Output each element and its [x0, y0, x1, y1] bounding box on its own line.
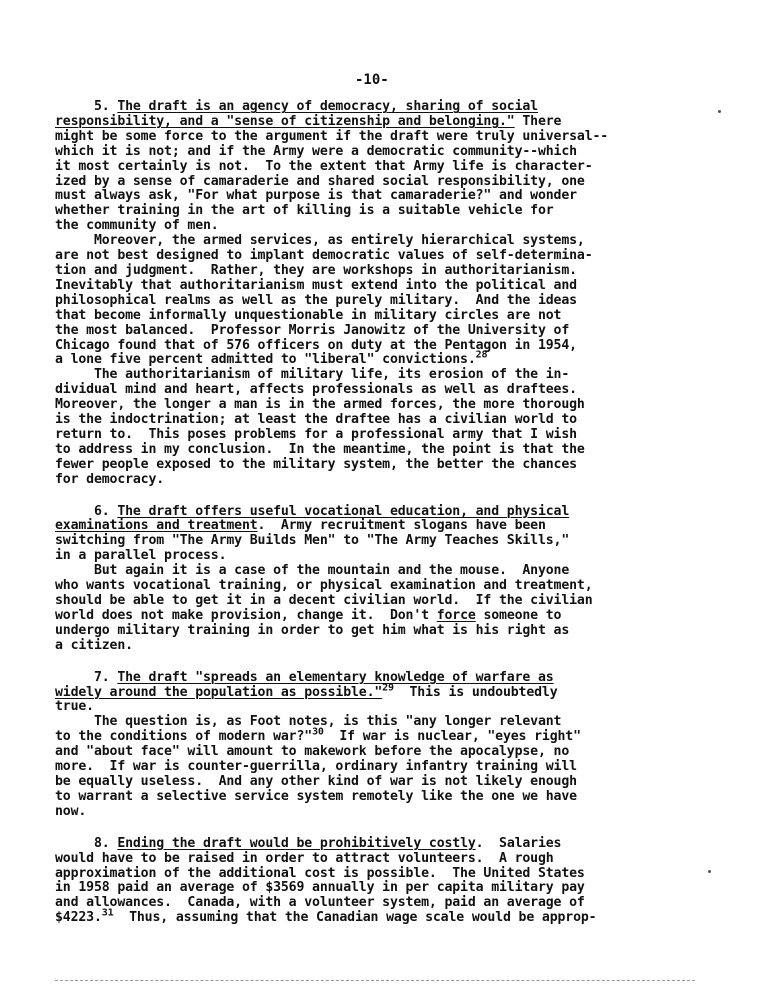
- text-line: [55, 564, 695, 579]
- underlined-heading: The draft "spreads an elementary knowledge of warfare as: [117, 669, 554, 685]
- line-text: dividual mind and heart, affects professionals as well as draftees.: [55, 382, 577, 398]
- line-text: 7.: [55, 669, 118, 685]
- line-text: would have to be raised in order to attract volunteers. A rough: [55, 850, 554, 866]
- text-line: [55, 805, 695, 820]
- line-text: a citizen.: [55, 637, 133, 653]
- section-gap: [55, 654, 695, 671]
- line-text: Inevitably that authoritarianism must extend into the political and: [55, 277, 577, 293]
- text-line: [55, 682, 695, 701]
- line-text: fewer people exposed to the military system, the better the chances: [55, 456, 577, 472]
- text-line: [55, 715, 695, 730]
- text-line: [55, 219, 695, 234]
- text-line: [55, 160, 695, 175]
- text-line: [55, 549, 695, 564]
- text-line: [55, 413, 695, 428]
- line-text: ized by a sense of camaraderie and shared social responsibility, one: [55, 173, 585, 189]
- line-text: 5.: [55, 99, 118, 114]
- text-line: [55, 264, 695, 279]
- text-line: [55, 443, 695, 458]
- line-text: someone to: [475, 607, 562, 623]
- line-text: Moreover, the armed services, as entirely hierarchical systems,: [55, 233, 585, 249]
- footnote-marker: 30: [312, 726, 324, 738]
- line-text: undergo military training in order to get him what is his right as: [55, 622, 570, 638]
- page-bottom-edge: [55, 980, 695, 981]
- text-line: [55, 279, 695, 294]
- text-line: [55, 234, 695, 249]
- line-text: The authoritarianism of military life, its erosion of the in-: [55, 367, 570, 383]
- text-line: [55, 624, 695, 639]
- text-line: [55, 115, 695, 130]
- line-text: switching from "The Army Builds Men" to "The Army Teaches Skills,": [55, 533, 570, 549]
- line-text: true.: [55, 699, 94, 715]
- line-text: is the indoctrination; at least the draftee has a civilian world to: [55, 412, 577, 428]
- section-gap: [55, 820, 695, 837]
- line-text: This is undoubtedly: [393, 684, 558, 700]
- text-line: [55, 790, 695, 805]
- line-text: the community of men.: [55, 218, 219, 234]
- numbered-section: [55, 505, 695, 654]
- line-text: which it is not; and if the Army were a democratic community--which: [55, 143, 577, 159]
- line-text: to the conditions of modern war?": [55, 729, 313, 745]
- line-text: philosophical realms as well as the purely military. And the ideas: [55, 292, 577, 308]
- page-number: -10-: [355, 72, 389, 88]
- underlined-heading: examinations and treatment: [55, 518, 258, 534]
- numbered-section: [55, 671, 695, 820]
- line-text: approximation of the additional cost is possible. The United States: [55, 865, 585, 881]
- footnote-marker: 31: [101, 907, 114, 919]
- text-line: [55, 726, 695, 745]
- scan-speck: [718, 110, 721, 113]
- line-text: for democracy.: [55, 471, 165, 487]
- text-line: [55, 204, 695, 219]
- text-line: [55, 594, 695, 609]
- text-line: [55, 896, 695, 911]
- line-text: 6.: [55, 503, 118, 519]
- line-text: whether training in the art of killing is a suitable vehicle for: [55, 203, 554, 219]
- line-text: $4223.: [55, 910, 102, 926]
- line-text: 8.: [55, 835, 118, 851]
- text-line: [55, 249, 695, 264]
- footnote-marker: 28: [475, 350, 488, 362]
- text-line: [55, 579, 695, 594]
- text-line: [55, 671, 695, 686]
- line-text: to warrant a selective service system remotely like the one we have: [55, 788, 577, 804]
- text-line: [55, 837, 695, 852]
- line-text: There: [514, 113, 562, 129]
- underlined-heading: widely around the population as possible.": [55, 684, 383, 700]
- text-line: [55, 130, 695, 145]
- underlined-heading: Ending the draft would be prohibitively costly: [117, 835, 476, 851]
- line-text: and allowances. Canada, with a volunteer system, paid an average of: [55, 895, 585, 911]
- line-text: tion and judgment. Rather, they are workshops in authoritarianism.: [55, 262, 577, 278]
- line-text: now.: [55, 803, 87, 819]
- text-line: [55, 324, 695, 339]
- text-line: [55, 383, 695, 398]
- line-text: . Army recruitment slogans have been: [257, 518, 546, 534]
- text-line: [55, 775, 695, 790]
- underlined-heading: force: [436, 607, 476, 623]
- scan-speck: [708, 870, 711, 873]
- line-text: and "about face" will amount to makework before the apocalypse, no: [55, 744, 570, 760]
- line-text: The question is, as Foot notes, is this "any longer relevant: [55, 714, 562, 730]
- line-text: to address in my conclusion. In the meantime, the point is that the: [55, 441, 585, 457]
- line-text: the most balanced. Professor Morris Janowitz of the University of: [55, 322, 570, 338]
- line-text: in a parallel process.: [55, 548, 227, 564]
- line-text: world does not make provision, change it. Don't: [55, 607, 437, 623]
- line-text: it most certainly is not. To the extent that Army life is character-: [55, 158, 593, 174]
- underlined-heading: The draft offers useful vocational education, and physical: [117, 503, 570, 519]
- text-line: [55, 145, 695, 160]
- line-text: a lone five percent admitted to "liberal" convictions.: [55, 352, 476, 368]
- line-text: return to. This poses problems for a professional army that I wish: [55, 426, 577, 442]
- line-text: in 1958 paid an average of $3569 annually in per capita military pay: [55, 880, 585, 896]
- section-gap: [55, 488, 695, 505]
- line-text: be equally useless. And any other kind of war is not likely enough: [55, 773, 577, 789]
- text-line: [55, 852, 695, 867]
- line-text: Thus, assuming that the Canadian wage scale would be approp-: [113, 910, 597, 926]
- line-text: Chicago found that of 576 officers on duty at the Pentagon in 1954,: [55, 337, 577, 353]
- text-line: [55, 398, 695, 413]
- numbered-section: [55, 837, 695, 926]
- text-line: [55, 428, 695, 443]
- line-text: must always ask, "For what purpose is that camaraderie?" and wonder: [55, 188, 577, 204]
- text-line: [55, 907, 695, 926]
- text-line: [55, 760, 695, 775]
- underlined-heading: The draft is an agency of democracy, sharing of social: [117, 99, 538, 114]
- line-text: . Salaries: [475, 835, 562, 851]
- text-line: [55, 309, 695, 324]
- text-line: [55, 639, 695, 654]
- text-line: [55, 473, 695, 488]
- document-body: [55, 100, 695, 926]
- underlined-heading: responsibility, and a "sense of citizenship and belonging.": [55, 113, 515, 129]
- line-text: more. If war is counter-guerrilla, ordinary infantry training will: [55, 759, 577, 775]
- line-text: If war is nuclear, "eyes right": [323, 729, 581, 745]
- line-text: that become informally unquestionable in military circles are not: [55, 307, 562, 323]
- text-line: [55, 294, 695, 309]
- line-text: should be able to get it in a decent civilian world. If the civilian: [55, 593, 593, 608]
- line-text: But again it is a case of the mountain and the mouse. Anyone: [55, 563, 570, 579]
- text-line: [55, 458, 695, 473]
- text-line: [55, 100, 695, 115]
- line-text: who wants vocational training, or physical examination and treatment,: [55, 578, 593, 594]
- line-text: Moreover, the longer a man is in the armed forces, the more thorough: [55, 397, 585, 413]
- numbered-section: [55, 100, 695, 488]
- text-line: [55, 368, 695, 383]
- text-line: [55, 609, 695, 624]
- line-text: might be some force to the argument if the draft were truly universal--: [55, 128, 609, 144]
- footnote-marker: 29: [382, 682, 394, 694]
- text-line: [55, 745, 695, 760]
- line-text: are not best designed to implant democratic values of self-determina-: [55, 248, 593, 264]
